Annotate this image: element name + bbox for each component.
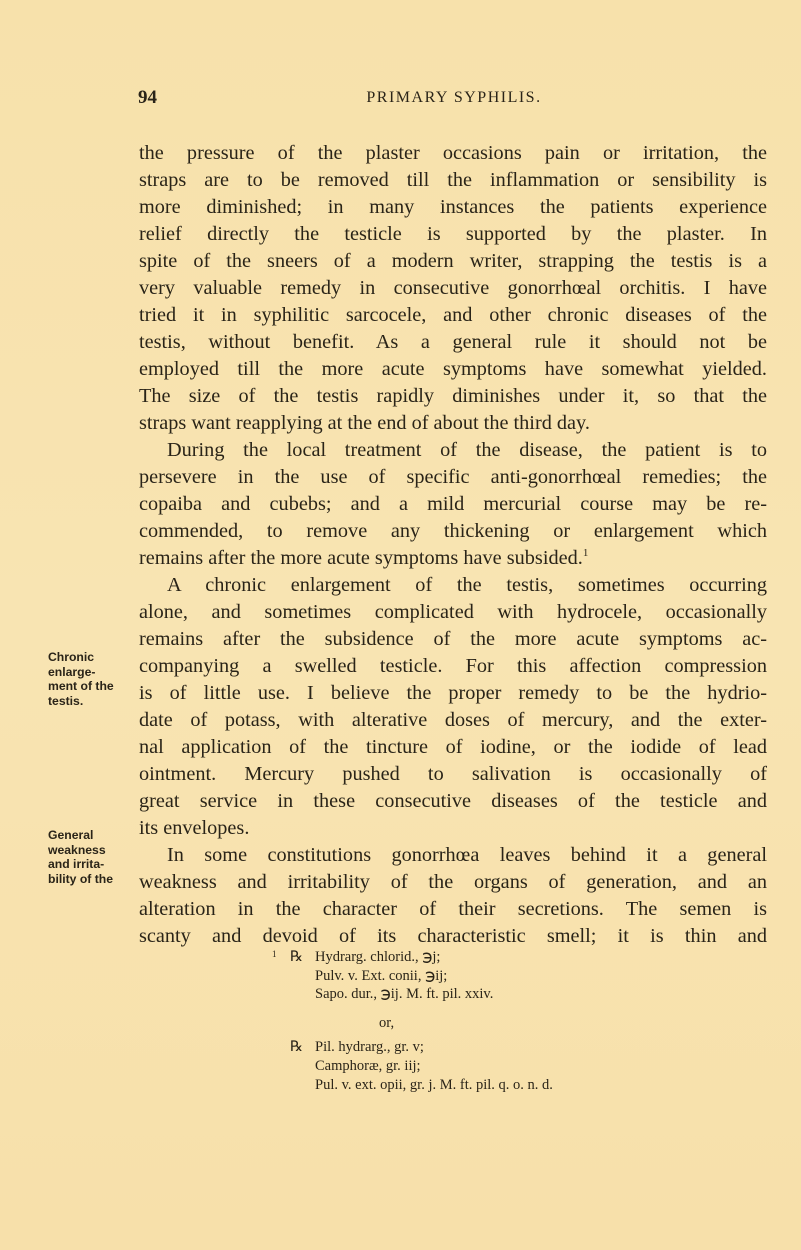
text-line: more diminished; in many instances the patients experience [139,196,767,218]
paragraph-start: In some constitutions gonorrhœa leaves behind it a general [167,844,767,866]
footnote-reference[interactable]: 1 [582,547,589,560]
text-line: date of potass, with alterative doses of mercury, and the exter- [139,709,767,731]
margin-note-chronic-enlargement: Chronic enlarge- ment of the testis. [48,650,114,708]
footnote-marker: 1 [272,949,277,959]
footnote [272,948,553,1094]
text-line: scanty and devoid of its characteristic smell; it is thin and [139,925,767,947]
prescription-line: Camphoræ, gr. iij; [315,1057,421,1074]
body-text [139,140,767,950]
text-line: The size of the testis rapidly diminishes under it, so that the [139,385,767,407]
prescription-separator: or, [379,1014,395,1031]
page-number: 94 [138,87,157,108]
text-line: ointment. Mercury pushed to salivation is occasionally of [139,763,767,785]
text-line: its envelopes. [139,817,250,839]
running-head [138,87,770,113]
text-line: persevere in the use of specific anti-gonorrhœal remedies; the [139,466,767,488]
text-line: is of little use. I believe the proper remedy to be the hydrio- [139,682,767,704]
paragraph-start: A chronic enlargement of the testis, sometimes occurring [167,574,767,596]
text-line: very valuable remedy in consecutive gonorrhœal orchitis. I have [139,277,767,299]
text-line: companying a swelled testicle. For this affection compression [139,655,767,677]
text-line: weakness and irritability of the organs of generation, and an [139,871,767,893]
prescription-line: Pul. v. ext. opii, gr. j. M. ft. pil. q. o. n. d. [315,1076,553,1093]
text-line: employed till the more acute symptoms have somewhat yielded. [139,358,767,380]
rx-symbol-icon: ℞ [290,1039,303,1056]
text-line: testis, without benefit. As a general rule it should not be [139,331,767,353]
text-line: great service in these consecutive diseases of the testicle and [139,790,767,812]
paragraph-start: During the local treatment of the disease, the patient is to [167,439,767,461]
text-line: relief directly the testicle is supported by the plaster. In [139,223,767,245]
prescription-line: ℞ Hydrarg. chlorid., ℈j; [290,949,441,965]
running-title: PRIMARY SYPHILIS. [366,89,542,106]
prescription-line: Pulv. v. Ext. conii, ℈ij; [315,967,448,984]
text-line: the pressure of the plaster occasions pain or irritation, the [139,142,767,164]
text-line: spite of the sneers of a modern writer, strapping the testis is a [139,250,767,272]
text-line: remains after the more acute symptoms have subsided. [139,547,583,569]
text-line: alteration in the character of their secretions. The semen is [139,898,767,920]
margin-note-general-weakness: General weakness and irrita- bility of the [48,828,113,886]
text-line: commended, to remove any thickening or enlargement which [139,520,767,542]
text-line: straps want reapplying at the end of about the third day. [139,412,590,434]
text-line: nal application of the tincture of iodine, or the iodide of lead [139,736,767,758]
text-line: copaiba and cubebs; and a mild mercurial course may be re- [139,493,767,515]
text-line: remains after the subsidence of the more acute symptoms ac- [139,628,767,650]
text-line: tried it in syphilitic sarcocele, and other chronic diseases of the [139,304,767,326]
prescription-line: ℞ Pil. hydrarg., gr. v; [290,1039,424,1056]
prescription-line: Sapo. dur., ℈ij. M. ft. pil. xxiv. [315,986,494,1003]
text-line: alone, and sometimes complicated with hydrocele, occasionally [139,601,767,623]
text-line: straps are to be removed till the inflammation or sensibility is [139,169,767,191]
rx-symbol-icon: ℞ [290,949,303,965]
text-line-with-footnote [139,545,767,572]
